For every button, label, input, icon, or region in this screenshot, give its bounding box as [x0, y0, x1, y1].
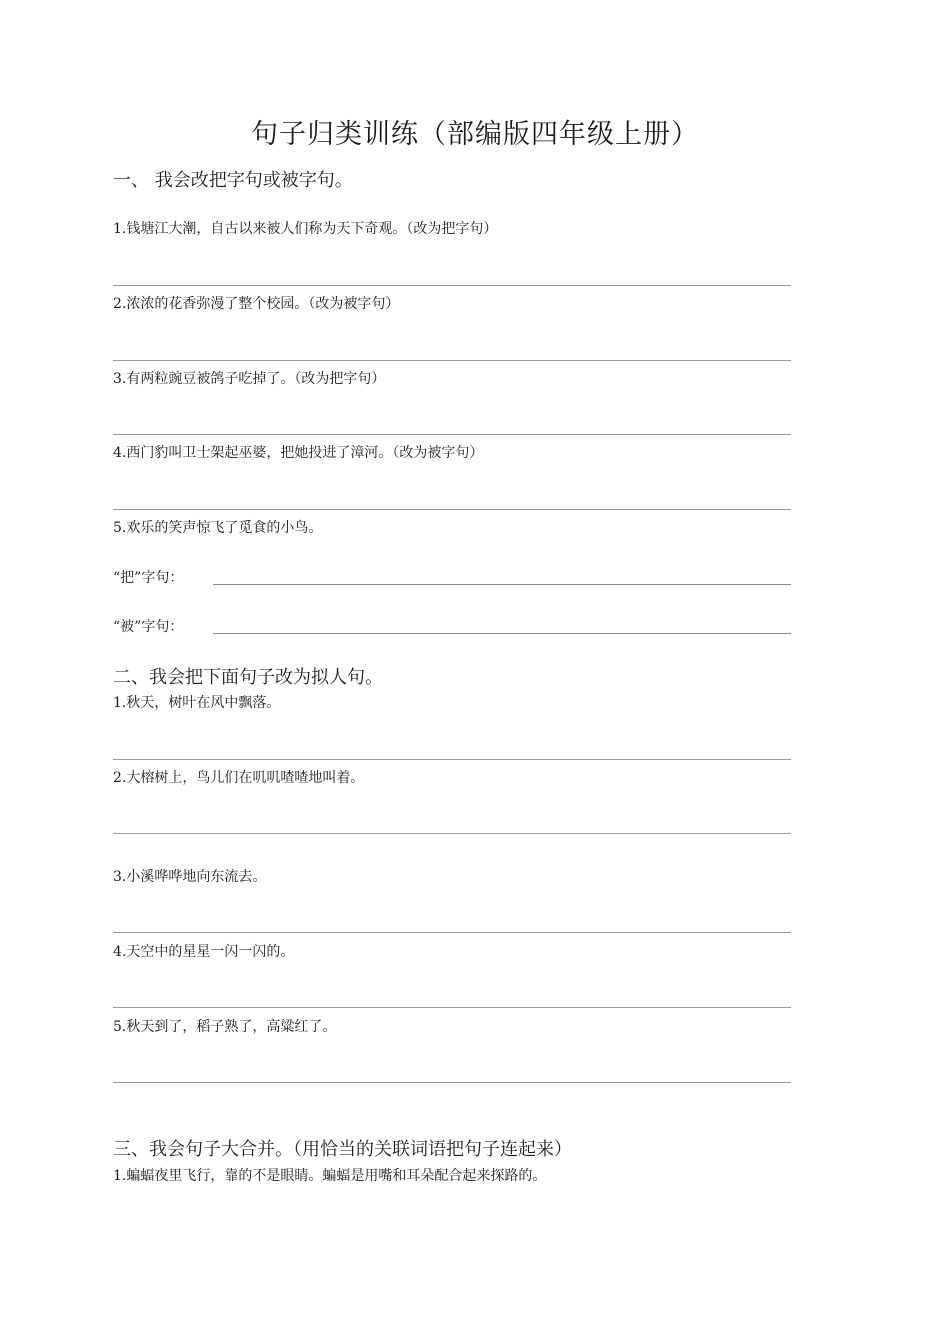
- s2-question-5: 5.秋天到了，稻子熟了，高粱红了。: [113, 1019, 337, 1035]
- s1-question-5: 5.欢乐的笑声惊飞了觅食的小鸟。: [113, 520, 323, 536]
- s1-answer-line-2[interactable]: [113, 360, 791, 361]
- s2-question-3: 3.小溪哗哗地向东流去。: [113, 869, 267, 885]
- s2-answer-line-3[interactable]: [113, 932, 791, 933]
- s1-answer-line-4[interactable]: [113, 509, 791, 510]
- ba-sentence-label: “把”字句：: [113, 570, 184, 586]
- s1-question-1: 1.钱塘江大潮，自古以来被人们称为天下奇观。（改为把字句）: [113, 221, 498, 237]
- s3-question-1: 1.蝙蝠夜里飞行，靠的不是眼睛。蝙蝠是用嘴和耳朵配合起来探路的。: [113, 1168, 547, 1184]
- section-3-heading: 三、我会句子大合并。（用恰当的关联词语把句子连起来）: [113, 1139, 572, 1160]
- s2-answer-line-1[interactable]: [113, 759, 791, 760]
- section-1-heading: 一、 我会改把字句或被字句。: [113, 170, 353, 191]
- page-title: 句子归类训练（部编版四年级上册）: [251, 119, 699, 150]
- s2-answer-line-5[interactable]: [113, 1082, 791, 1083]
- bei-sentence-answer-line[interactable]: [213, 633, 791, 634]
- s1-question-4: 4.西门豹叫卫士架起巫婆，把她投进了漳河。（改为被字句）: [113, 445, 484, 461]
- section-2-heading: 二、我会把下面句子改为拟人句。: [113, 667, 383, 688]
- ba-sentence-answer-line[interactable]: [213, 584, 791, 585]
- s2-question-2: 2.大榕树上，鸟儿们在叽叽喳喳地叫着。: [113, 770, 365, 786]
- s2-answer-line-4[interactable]: [113, 1007, 791, 1008]
- s1-answer-line-1[interactable]: [113, 285, 791, 286]
- s1-answer-line-3[interactable]: [113, 434, 791, 435]
- s2-answer-line-2[interactable]: [113, 833, 791, 834]
- s1-question-2: 2.浓浓的花香弥漫了整个校园。（改为被字句）: [113, 296, 400, 312]
- s2-question-4: 4.天空中的星星一闪一闪的。: [113, 944, 295, 960]
- s1-question-3: 3.有两粒豌豆被鸽子吃掉了。（改为把字句）: [113, 371, 386, 387]
- bei-sentence-label: “被”字句：: [113, 619, 184, 635]
- s2-question-1: 1.秋天，树叶在风中飘落。: [113, 695, 281, 711]
